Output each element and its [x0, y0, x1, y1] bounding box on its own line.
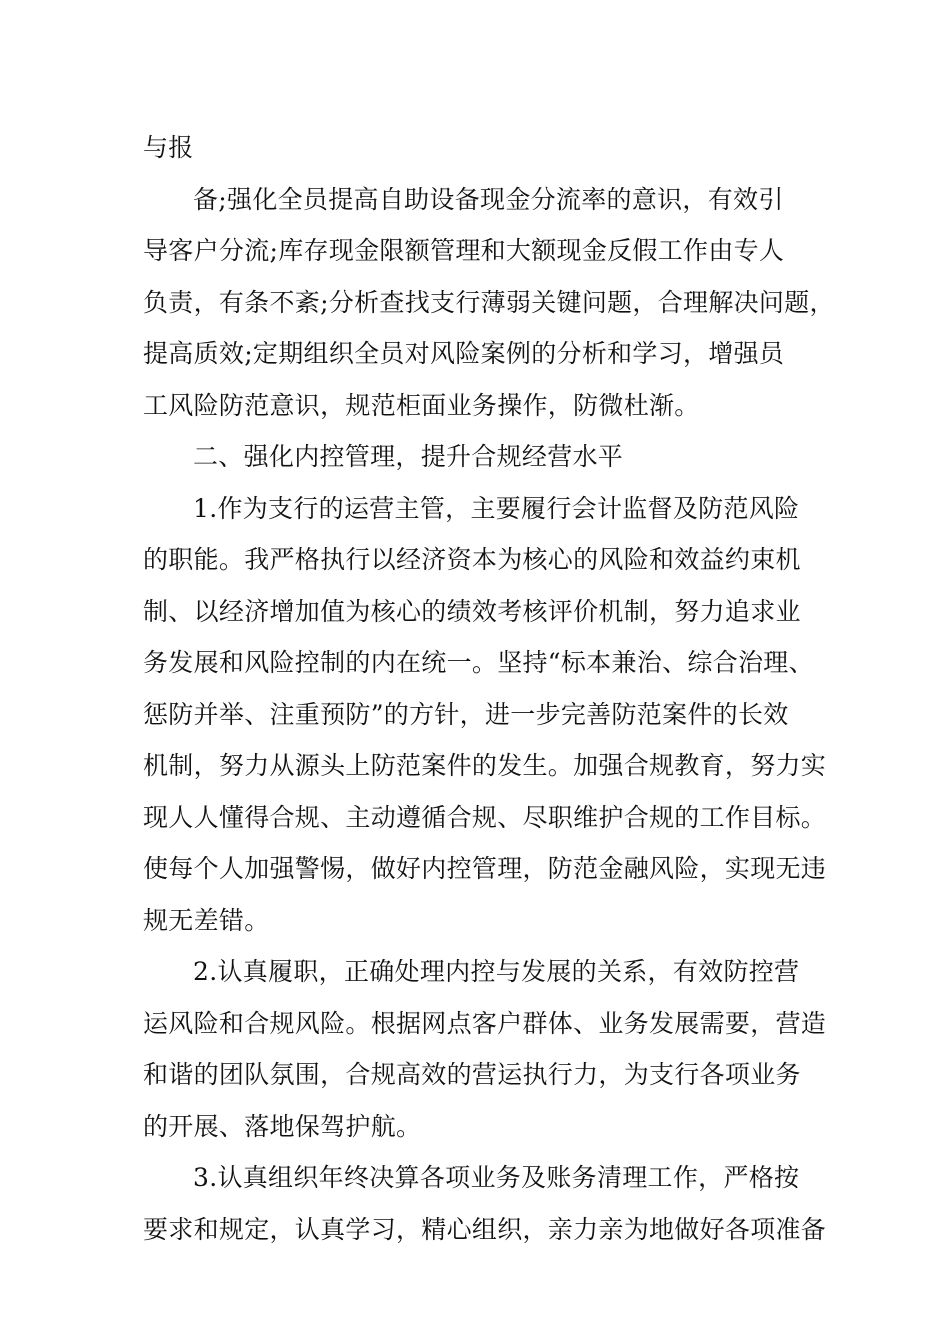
text-line: 务发展和风险控制的内在统一。坚持“标本兼治、综合治理、: [143, 648, 814, 677]
document-body: [143, 122, 835, 1255]
text-line: 1.作为支行的运营主管，主要履行会计监督及防范风险: [193, 493, 800, 523]
text-line: 机制，努力从源头上防范案件的发生。加强合规教育，努力实: [143, 751, 827, 780]
text-line: 3.认真组织年终决算各项业务及账务清理工作，严格按: [193, 1163, 800, 1192]
text-line: 的职能。我严格执行以经济资本为核心的风险和效益约束机: [143, 545, 801, 574]
text-line: 要求和规定，认真学习，精心组织，亲力亲为地做好各项准备: [143, 1214, 827, 1244]
text-line: 负责，有条不紊;分析查找支行薄弱关键问题，合理解决问题，: [143, 287, 835, 317]
text-line: 使每个人加强警惕，做好内控管理，防范金融风险，实现无违: [143, 854, 827, 883]
text-line: 制、以经济增加值为核心的绩效考核评价机制，努力追求业: [143, 596, 801, 626]
text-line: 的开展、落地保驾护航。: [143, 1111, 422, 1141]
text-line: 备;强化全员提高自助设备现金分流率的意识，有效引: [193, 184, 784, 214]
text-line: 与报: [143, 133, 194, 162]
text-line: 运风险和合规风险。根据网点客户群体、业务发展需要，营造: [143, 1008, 827, 1038]
text-line: 导客户分流;库存现金限额管理和大额现金反假工作由专人: [143, 236, 785, 265]
text-line: 规无差错。: [143, 905, 270, 935]
text-line: 和谐的团队氛围，合规高效的营运执行力，为支行各项业务: [143, 1060, 801, 1089]
text-line: 惩防并举、注重预防”的方针，进一步完善防范案件的长效: [143, 699, 789, 729]
text-line: 2.认真履职，正确处理内控与发展的关系，有效防控营: [193, 957, 800, 986]
text-line: 现人人懂得合规、主动遵循合规、尽职维护合规的工作目标。: [143, 802, 827, 832]
text-line: 提高质效;定期组织全员对风险案例的分析和学习，增强员: [143, 339, 785, 368]
section-heading: 二、强化内控管理，提升合规经营水平: [193, 442, 624, 471]
text-line: 工风险防范意识，规范柜面业务操作，防微杜渐。: [143, 390, 700, 420]
